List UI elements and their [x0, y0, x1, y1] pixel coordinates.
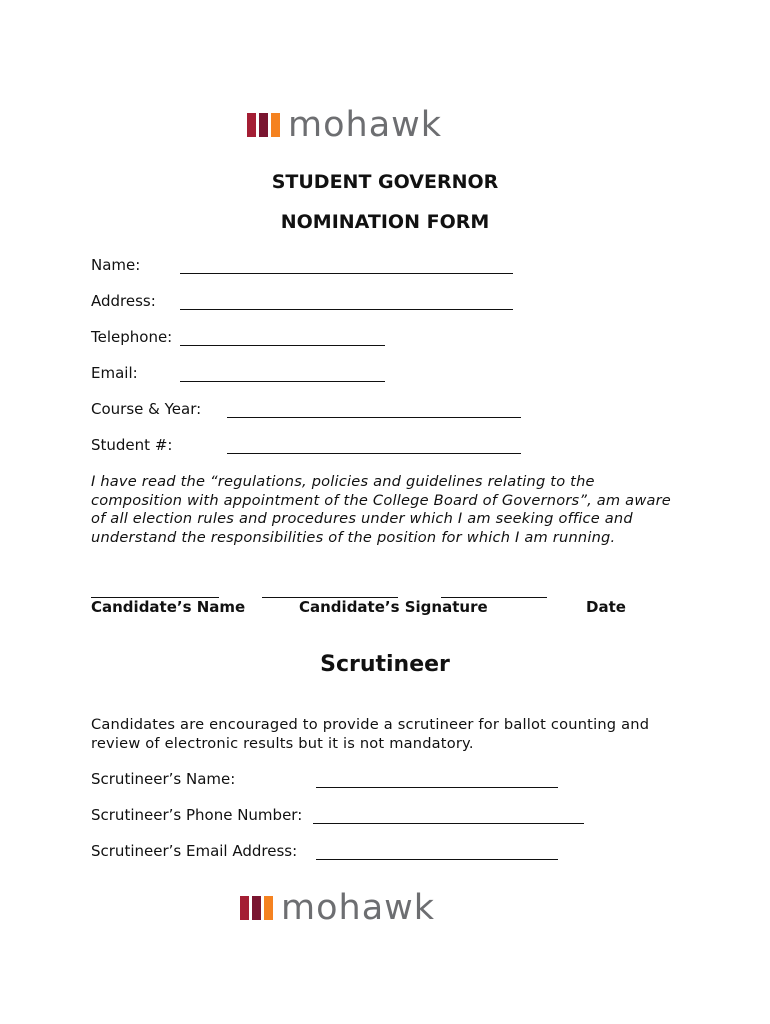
candidate-signature-label: Candidate’s Signature: [299, 598, 488, 616]
course-year-label: Course & Year:: [91, 400, 202, 418]
scrutineer-paragraph: [91, 715, 711, 753]
declaration-line: of all election rules and procedures under which I am seeking office and: [91, 510, 633, 527]
scrutineer-paragraph-line: Candidates are encouraged to provide a scrutineer for ballot counting and: [91, 716, 650, 733]
student-number-field[interactable]: [227, 453, 521, 454]
scrutineer-email-field[interactable]: [316, 859, 558, 860]
date-label: Date: [586, 598, 626, 616]
form-title-line1: STUDENT GOVERNOR: [271, 171, 499, 193]
scrutineer-email-label: Scrutineer’s Email Address:: [91, 842, 298, 860]
address-label: Address:: [91, 292, 156, 310]
declaration-line: I have read the “regulations, policies and guidelines relating to the: [91, 473, 595, 490]
student-number-label: Student #:: [91, 436, 173, 454]
scrutineer-name-field[interactable]: [316, 787, 558, 788]
course-year-field[interactable]: [227, 417, 521, 418]
name-field[interactable]: [180, 273, 513, 274]
scrutineer-phone-field[interactable]: [313, 823, 584, 824]
email-label: Email:: [91, 364, 138, 382]
logo-bars-icon: [247, 113, 280, 137]
telephone-label: Telephone:: [91, 328, 173, 346]
email-field[interactable]: [180, 381, 385, 382]
logo-bars-icon: [240, 896, 273, 920]
telephone-field[interactable]: [180, 345, 385, 346]
declaration-line: understand the responsibilities of the position for which I am running.: [91, 528, 616, 546]
logo-wordmark: mohawk: [281, 888, 436, 928]
name-label: Name:: [91, 256, 141, 274]
logo-wordmark: mohawk: [288, 105, 443, 145]
scrutineer-phone-label: Scrutineer’s Phone Number:: [91, 806, 303, 824]
scrutineer-name-label: Scrutineer’s Name:: [91, 770, 236, 788]
address-field[interactable]: [180, 309, 513, 310]
declaration-line: composition with appointment of the College Board of Governors”, am aware: [91, 491, 671, 509]
mohawk-logo-bottom: [240, 888, 436, 928]
scrutineer-heading: Scrutineer: [320, 652, 450, 677]
scrutineer-paragraph-line: review of electronic results but it is not mandatory.: [91, 735, 474, 752]
mohawk-logo-top: [247, 105, 443, 145]
candidate-name-label: Candidate’s Name: [91, 598, 246, 616]
declaration-text: [91, 473, 711, 547]
form-title-line2: NOMINATION FORM: [280, 211, 490, 233]
